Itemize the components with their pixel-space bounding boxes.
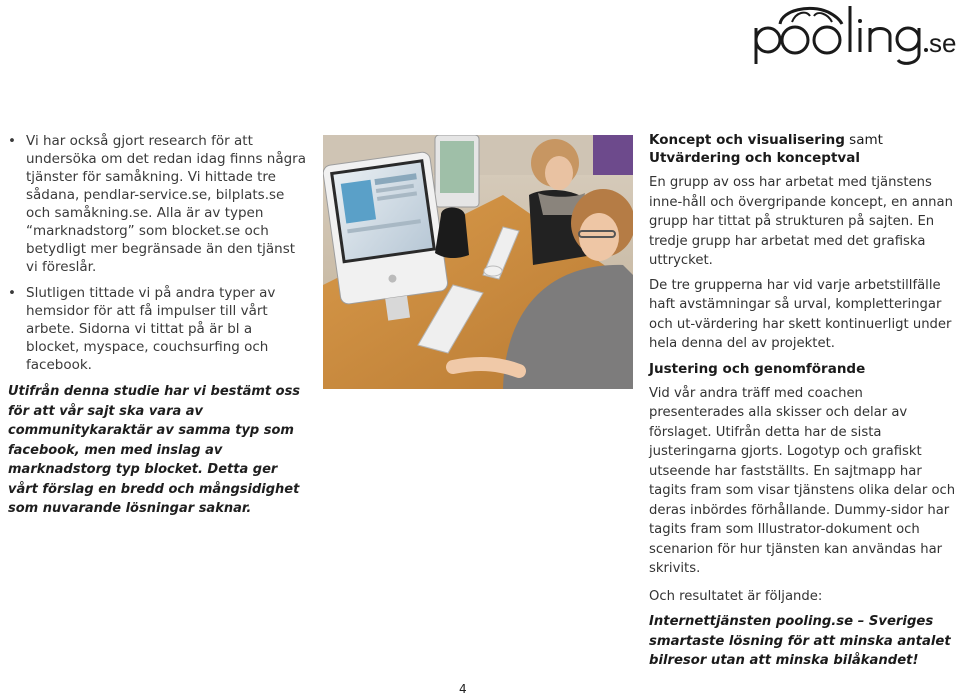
bullet-icon: •	[8, 285, 16, 301]
pooling-logo	[752, 2, 958, 66]
svg-text:se: se	[929, 28, 957, 58]
section-heading	[649, 131, 957, 167]
right-column	[649, 131, 957, 676]
bullet-text: Slutligen tittade vi på andra typer av hemsidor för att få impulser till vårt arbete. Sidorna vi tittat på är bl a blocket, myspace, couchsurfing och facebook.	[26, 285, 276, 373]
heading-line2: Utvärdering och konceptval	[649, 150, 860, 166]
paragraph: En grupp av oss har arbetat med tjänstens inne-håll och övergripande koncept, en annan grupp har tittat på strukturen på sajten. En tredje grupp har arbetat med det grafiska uttrycket.	[649, 175, 953, 268]
list-item	[8, 284, 308, 374]
photo-illustration	[323, 135, 633, 389]
paragraph: Och resultatet är följande:	[649, 588, 823, 604]
bullet-icon: •	[8, 133, 16, 149]
heading-bold: Koncept och visualisering	[649, 132, 845, 148]
paragraph: Vid vår andra träff med coachen presenterades alla skisser och delar av förslaget. Utifrån detta har de sista justeringarna gjorts. Logotyp och grafiskt utseende har fastställts. En sajtmapp har tagits fram som visar tjänstens olika delar och deras inbördes förhållande. Dummy-sidor har tagits fram som Illustrator-dokument och scenarion för hur tjänsten kan användas har skrivits.	[649, 385, 956, 576]
list-item	[8, 132, 308, 276]
car-logo-icon	[752, 2, 958, 66]
result-statement: Internettjänsten pooling.se – Sveriges smartaste lösning för att minska antalet bilresor utan att minska bilåkandet!	[649, 614, 951, 668]
page-number: 4	[459, 682, 467, 696]
conclusion-text: Utifrån denna studie har vi bestämt oss för att vår sajt ska vara av communitykaraktär av samma typ som facebook, men med inslag av marknadstorg typ blocket. Detta ger vårt förslag en bredd och mångsidighet som nuvarande lösningar saknar.	[8, 384, 301, 516]
bullet-text: Vi har också gjort research för att undersöka om det redan idag finns några tjänster för samåkning. Vi hittade tre sådana, pendlar-service.se, bilplats.se och samåkning.se. Alla är av typen “marknadstorg” som blocket.se och betydligt mer begränsade än den tjänst vi föreslår.	[26, 133, 306, 275]
heading-suffix: samt	[844, 132, 883, 148]
left-column	[8, 132, 308, 519]
paragraph: De tre grupperna har vid varje arbetstillfälle haft avstämningar så urval, kompletteringar och ut-värdering har skett kontinuerligt under hela denna del av projektet.	[649, 277, 952, 351]
section-heading: Justering och genomförande	[649, 360, 866, 377]
photo-students-at-computers	[323, 135, 633, 389]
